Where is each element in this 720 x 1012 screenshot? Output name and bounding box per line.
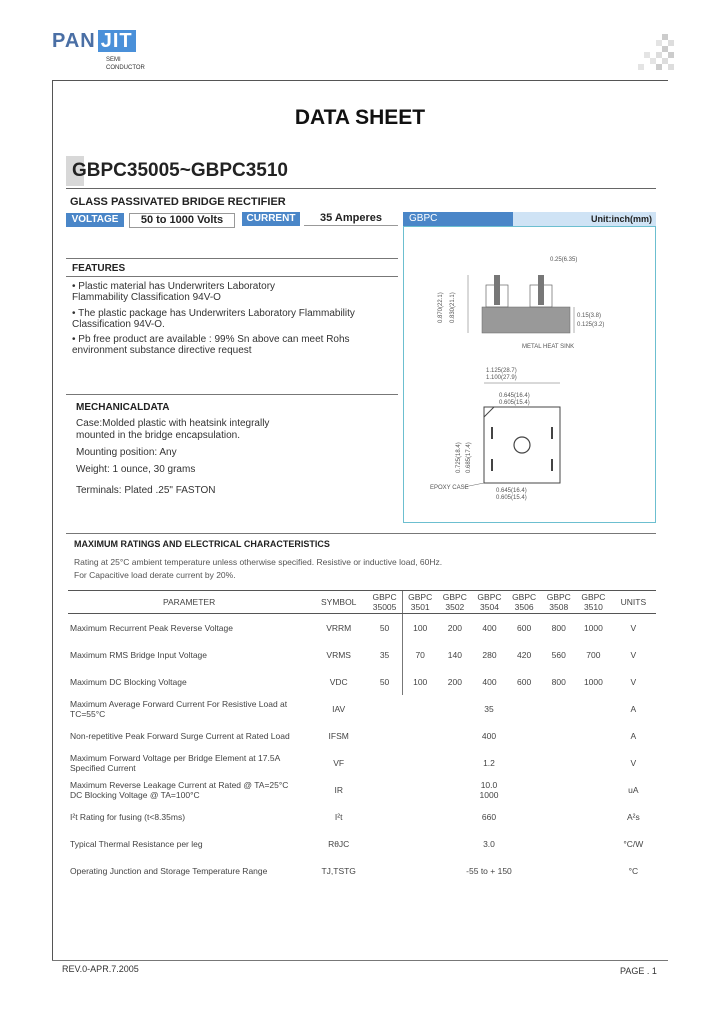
- row-unit: A: [630, 730, 637, 741]
- header-col: GBPC 3501: [402, 591, 437, 614]
- title-rule: [66, 188, 656, 189]
- row-value-merged: 660: [481, 811, 497, 822]
- table-row: [68, 614, 656, 642]
- label-heat-sink: METAL HEAT SINK: [522, 344, 575, 350]
- current-value: 35 Amperes: [304, 212, 398, 226]
- row-value-merged: 400: [481, 730, 497, 741]
- features-title: FEATURES: [72, 263, 126, 274]
- row-unit: °C/W: [623, 838, 644, 849]
- table-header-row: [68, 591, 656, 614]
- dim-width-max: 1.125(28.7): [486, 368, 517, 374]
- row-param: Maximum Reverse Leakage Current at Rated @ TA=25°C DC Blocking Voltage @ TA=100°C: [70, 779, 289, 800]
- header-parameter: PARAMETER: [68, 591, 310, 614]
- header-col: GBPC 3510: [576, 591, 611, 614]
- table-row: [68, 857, 656, 884]
- row-value-merged: -55 to + 150: [466, 865, 512, 876]
- dim-depth-max: 0.725(18.4): [456, 442, 462, 473]
- row-symbol: VDC: [329, 676, 348, 687]
- row-param: Maximum Recurrent Peak Reverse Voltage: [70, 622, 233, 633]
- row-value: 70: [402, 641, 437, 668]
- doc-title: DATA SHEET: [294, 106, 426, 129]
- ratings-note-2: For Capacitive load derate current by 20%.: [74, 570, 236, 580]
- row-symbol: TJ,TSTG: [321, 865, 356, 876]
- row-value: 35: [379, 649, 390, 660]
- row-value-merged: 10.0 1000: [479, 779, 499, 800]
- footer-rule: [52, 960, 668, 961]
- row-param: Non-repetitive Peak Forward Surge Current at Rated Load: [70, 730, 290, 741]
- row-value: 50: [379, 676, 390, 687]
- row-value: 800: [551, 676, 566, 687]
- mech-case: Case:Molded plastic with heatsink integrally mounted in the bridge encapsulation.: [76, 418, 270, 441]
- table-row: [68, 641, 656, 668]
- row-value: 600: [517, 676, 532, 687]
- part-number: GBPC35005~GBPC3510: [72, 160, 288, 181]
- dim-depth-min: 0.685(17.4): [466, 442, 472, 473]
- mech-weight: Weight: 1 ounce, 30 grams: [76, 464, 196, 475]
- ratings-top-rule: [66, 533, 656, 534]
- frame-top-line: [52, 80, 668, 81]
- dim-height-max: 0.870(22.1): [438, 292, 444, 323]
- ratings-table: [68, 590, 656, 884]
- package-drawing-box: [403, 226, 656, 523]
- feature-item: • Plastic material has Underwriters Laboratory Flammability Classification 94V-O: [72, 281, 276, 303]
- table-row: [68, 722, 656, 749]
- row-value: 100: [402, 614, 437, 642]
- dim-bottom-min: 0.605(15.4): [496, 495, 527, 501]
- table-row: [68, 668, 656, 695]
- feature-item: • The plastic package has Underwriters Laboratory Flammability Classification 94V-O.: [72, 308, 355, 330]
- row-symbol: I²t: [334, 811, 343, 822]
- voltage-value: 50 to 1000 Volts: [129, 213, 235, 228]
- package-outline-drawing: [404, 227, 655, 522]
- row-value: 280: [482, 649, 497, 660]
- logo-pan-text: PAN: [52, 30, 96, 52]
- dim-width-min: 1.100(27.9): [486, 375, 517, 381]
- row-unit: V: [630, 649, 637, 660]
- dim-height-min: 0.830(21.1): [450, 292, 456, 323]
- row-value: 1000: [583, 676, 603, 687]
- row-value: 600: [517, 622, 532, 633]
- footer-page: PAGE . 1: [620, 966, 657, 976]
- row-value: 800: [551, 622, 566, 633]
- row-value-merged: 1.2: [483, 757, 495, 768]
- logo-subtitle: [106, 56, 145, 72]
- table-row: [68, 749, 656, 776]
- features-bottom-rule: [66, 276, 398, 277]
- row-symbol: RθJC: [328, 838, 350, 849]
- voltage-label: VOLTAGE: [66, 213, 124, 227]
- header-col: GBPC 3508: [541, 591, 576, 614]
- row-value: 140: [447, 649, 462, 660]
- row-value: 100: [402, 668, 437, 695]
- mech-title: MECHANICALDATA: [76, 402, 170, 413]
- row-symbol: VRRM: [326, 622, 352, 633]
- row-param: Typical Thermal Resistance per leg: [70, 838, 203, 849]
- row-unit: V: [630, 676, 637, 687]
- row-symbol: IFSM: [328, 730, 349, 741]
- row-param: Operating Junction and Storage Temperature Range: [70, 865, 268, 876]
- package-name: GBPC: [403, 212, 513, 226]
- table-row: [68, 776, 656, 803]
- frame-left-line: [52, 80, 53, 960]
- dim-lead-width: 0.25(6.35): [550, 257, 578, 263]
- row-value: 420: [517, 649, 532, 660]
- row-unit: uA: [628, 784, 639, 795]
- label-epoxy-case: EPOXY CASE: [430, 485, 469, 491]
- header-units: UNITS: [611, 591, 656, 614]
- row-value: 1000: [583, 622, 603, 633]
- features-top-rule: [66, 258, 398, 259]
- row-value: 200: [447, 622, 462, 633]
- dim-base-max: 0.15(3.8): [577, 313, 602, 319]
- row-value: 560: [551, 649, 566, 660]
- product-subtitle: GLASS PASSIVATED BRIDGE RECTIFIER: [70, 196, 286, 208]
- row-param: I²t Rating for fusing (t<8.35ms): [70, 811, 186, 822]
- header-col: GBPC 35005: [367, 591, 402, 614]
- logo-sub-line1: SEMI: [106, 57, 121, 63]
- feature-item: • Pb free product are available : 99% Sn above can meet Rohs environment substance directive request: [72, 334, 350, 356]
- row-symbol: IR: [334, 784, 343, 795]
- header-col: GBPC 3506: [507, 591, 542, 614]
- logo-jit-text: JIT: [98, 30, 136, 52]
- row-unit: A²s: [626, 811, 640, 822]
- footer-revision: REV.0-APR.7.2005: [62, 964, 139, 974]
- dim-inner-min: 0.605(15.4): [499, 400, 530, 406]
- ratings-note-1: Rating at 25°C ambient temperature unless otherwise specified. Resistive or inductive load, 60Hz.: [74, 557, 443, 567]
- header-col: GBPC 3502: [438, 591, 473, 614]
- package-unit: Unit:inch(mm): [513, 212, 656, 226]
- mech-terminals: Terminals: Plated .25" FASTON: [76, 485, 216, 496]
- row-unit: V: [630, 622, 637, 633]
- row-param: Maximum DC Blocking Voltage: [70, 676, 187, 687]
- row-value: 50: [379, 622, 390, 633]
- row-symbol: VF: [333, 757, 345, 768]
- row-value-merged: 35: [484, 703, 494, 714]
- row-value: 200: [447, 676, 462, 687]
- company-logo: [52, 30, 136, 53]
- mech-mounting: Mounting position: Any: [76, 447, 177, 458]
- mech-top-rule: [66, 394, 398, 395]
- row-symbol: IAV: [332, 703, 346, 714]
- ratings-title: MAXIMUM RATINGS AND ELECTRICAL CHARACTERISTICS: [74, 539, 330, 549]
- row-symbol: VRMS: [326, 649, 351, 660]
- decorative-squares-icon: [638, 34, 674, 70]
- table-row: [68, 695, 656, 722]
- row-value: 700: [586, 649, 601, 660]
- row-value-merged: 3.0: [483, 838, 495, 849]
- current-label: CURRENT: [242, 212, 300, 226]
- row-value: 400: [482, 676, 497, 687]
- dim-bottom-max: 0.645(16.4): [496, 488, 527, 494]
- row-unit: V: [630, 757, 637, 768]
- table-row: [68, 803, 656, 830]
- row-param: Maximum Forward Voltage per Bridge Element at 17.5A Specified Current: [70, 752, 281, 773]
- dim-base-min: 0.125(3.2): [577, 322, 605, 328]
- row-param: Maximum RMS Bridge Input Voltage: [70, 649, 208, 660]
- row-value: 400: [482, 622, 497, 633]
- row-unit: °C: [628, 865, 639, 876]
- header-symbol: SYMBOL: [310, 591, 367, 614]
- table-row: [68, 830, 656, 857]
- logo-sub-line2: CONDUCTOR: [106, 65, 145, 71]
- row-unit: A: [630, 703, 637, 714]
- row-param: Maximum Average Forward Current For Resistive Load at TC=55°C: [70, 698, 288, 719]
- dim-inner-max: 0.645(16.4): [499, 393, 530, 399]
- header-col: GBPC 3504: [472, 591, 507, 614]
